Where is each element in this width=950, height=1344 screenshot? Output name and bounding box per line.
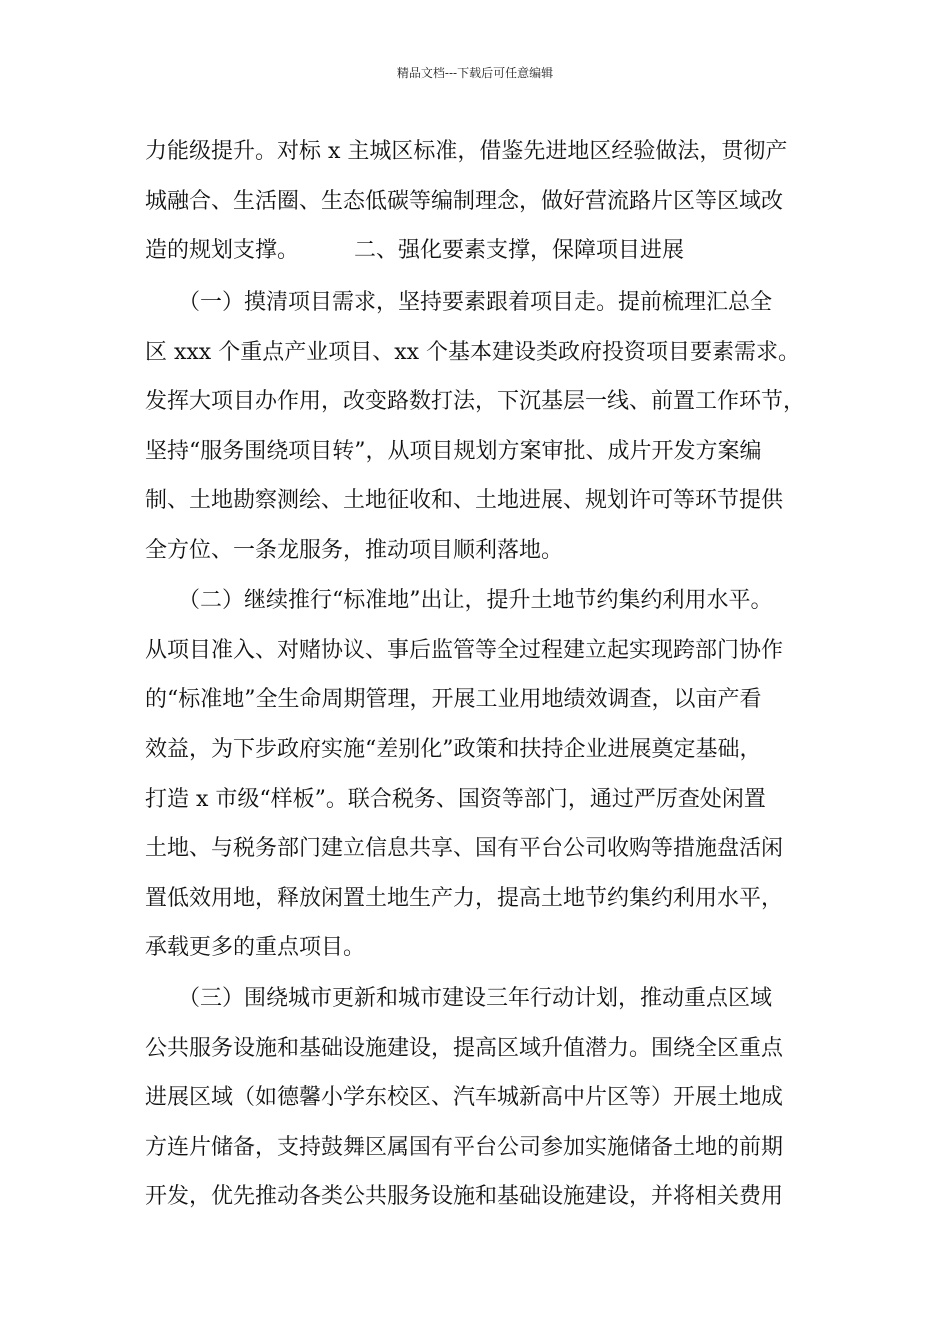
paragraph-heading-1: （一）摸清项目需求，坚持要素跟着项目走。提前梳理汇总全 <box>145 290 773 315</box>
body-line: 效益，为下步政府实施“差别化”政策和扶持企业进展奠定基础， <box>145 737 762 762</box>
paragraph-heading-3: （三）围绕城市更新和城市建设三年行动计划，推动重点区域 <box>145 986 773 1011</box>
body-line: 方连片储备，支持鼓舞区属国有平台公司参加实施储备土地的前期 <box>145 1135 784 1160</box>
body-line: 进展区域（如德馨小学东校区、汽车城新高中片区等）开展土地成 <box>145 1085 784 1110</box>
body-line: 制、土地勘察测绘、土地征收和、土地进展、规划许可等环节提供 <box>145 488 784 513</box>
body-line: 公共服务设施和基础设施建设，提高区域升值潜力。围绕全区重点 <box>145 1036 784 1061</box>
body-line: 发挥大项目办作用，改变路数打法，下沉基层一线、前置工作环节， <box>145 389 806 414</box>
body-line: 承载更多的重点项目。 <box>145 935 366 960</box>
body-line: 区 xxx 个重点产业项目、xx 个基本建设类政府投资项目要素需求。 <box>145 340 801 365</box>
body-line: 力能级提升。对标 x 主城区标准，借鉴先进地区经验做法，贯彻产 <box>145 139 788 164</box>
body-line: 城融合、生活圈、生态低碳等编制理念，做好营流路片区等区域改 <box>145 189 784 214</box>
body-line: 土地、与税务部门建立信息共享、国有平台公司收购等措施盘活闲 <box>145 836 784 861</box>
body-line: 打造 x 市级“样板”。联合税务、国资等部门，通过严厉查处闲置 <box>145 787 766 812</box>
paragraph-heading-2: （二）继续推行“标准地”出让，提升土地节约集约利用水平。 <box>145 588 773 613</box>
body-line: 从项目准入、对赌协议、事后监管等全过程建立起实现跨部门协作 <box>145 638 784 663</box>
body-line: 全方位、一条龙服务，推动项目顺利落地。 <box>145 538 564 563</box>
page-header: 精品文档---下载后可任意编辑 <box>396 66 554 80</box>
body-line: 置低效用地，释放闲置土地生产力，提高土地节约集约利用水平， <box>145 886 784 911</box>
body-line: 造的规划支撑。 二、强化要素支撑，保障项目进展 <box>145 238 685 263</box>
body-line: 开发，优先推动各类公共服务设施和基础设施建设，并将相关费用 <box>145 1184 784 1209</box>
body-line: 坚持“服务围绕项目转”，从项目规划方案审批、成片开发方案编 <box>145 439 762 464</box>
body-line: 的“标准地”全生命周期管理，开展工业用地绩效调查，以亩产看 <box>145 687 762 712</box>
